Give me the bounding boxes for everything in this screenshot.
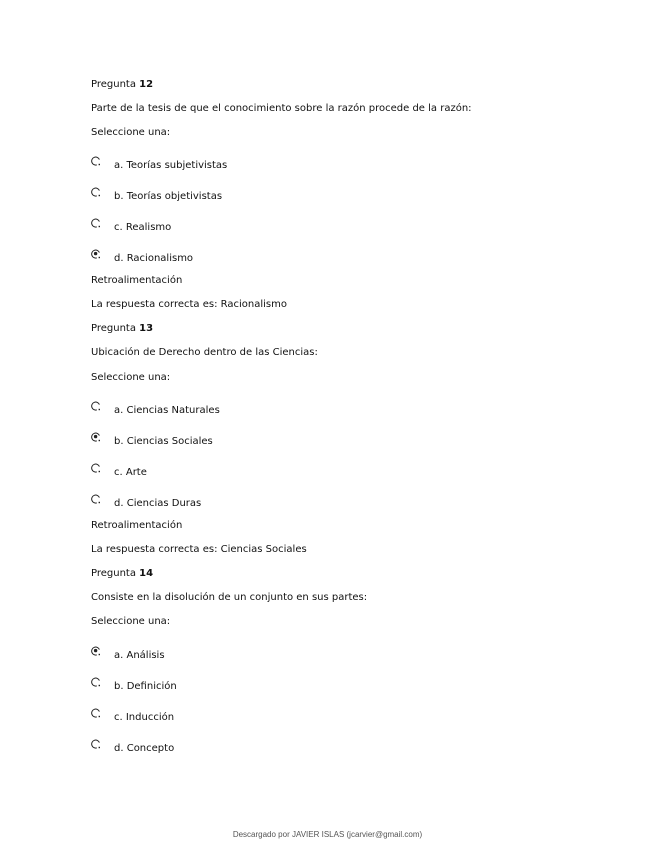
option-label: d. Racionalismo bbox=[114, 253, 194, 264]
question-number: 13 bbox=[139, 323, 154, 334]
radio-button[interactable] bbox=[91, 489, 100, 498]
answer-option[interactable] bbox=[91, 396, 391, 416]
option-label: c. Inducción bbox=[114, 712, 175, 723]
question-header bbox=[91, 568, 153, 580]
radio-button[interactable] bbox=[91, 151, 100, 160]
feedback-heading: Retroalimentación bbox=[91, 275, 183, 286]
option-label: a. Ciencias Naturales bbox=[114, 405, 220, 416]
option-label: d. Concepto bbox=[114, 743, 175, 754]
question-prompt: Ubicación de Derecho dentro de las Ciencias: bbox=[91, 347, 318, 358]
radio-button[interactable] bbox=[91, 641, 100, 650]
option-label: b. Teorías objetivistas bbox=[114, 191, 223, 202]
answer-option[interactable] bbox=[91, 458, 391, 478]
question-prompt: Parte de la tesis de que el conocimiento sobre la razón procede de la razón: bbox=[91, 103, 472, 114]
correct-answer-text: La respuesta correcta es: Ciencias Sociales bbox=[91, 544, 307, 555]
question-number: 12 bbox=[139, 79, 154, 90]
question-label: Pregunta bbox=[91, 79, 136, 90]
question-prompt: Consiste en la disolución de un conjunto en sus partes: bbox=[91, 592, 368, 603]
radio-button[interactable] bbox=[91, 703, 100, 712]
answer-option[interactable] bbox=[91, 672, 391, 692]
answer-option[interactable] bbox=[91, 182, 391, 202]
radio-button[interactable] bbox=[91, 396, 100, 405]
radio-button[interactable] bbox=[91, 458, 100, 467]
radio-selected-dot bbox=[94, 252, 97, 255]
answer-option[interactable] bbox=[91, 734, 391, 754]
radio-button[interactable] bbox=[91, 182, 100, 191]
correct-answer-text: La respuesta correcta es: Racionalismo bbox=[91, 299, 287, 310]
answer-option[interactable] bbox=[91, 244, 391, 264]
question-header bbox=[91, 79, 153, 91]
feedback-heading: Retroalimentación bbox=[91, 520, 183, 531]
answer-option[interactable] bbox=[91, 489, 391, 509]
radio-button[interactable] bbox=[91, 672, 100, 681]
select-one-label: Seleccione una: bbox=[91, 127, 171, 138]
option-label: b. Ciencias Sociales bbox=[114, 436, 213, 447]
answer-option[interactable] bbox=[91, 641, 391, 661]
answer-option[interactable] bbox=[91, 427, 391, 447]
radio-button[interactable] bbox=[91, 244, 100, 253]
answer-option[interactable] bbox=[91, 703, 391, 723]
option-label: a. Análisis bbox=[114, 650, 165, 661]
answer-option[interactable] bbox=[91, 151, 391, 171]
option-label: d. Ciencias Duras bbox=[114, 498, 202, 509]
answer-option[interactable] bbox=[91, 213, 391, 233]
radio-button[interactable] bbox=[91, 734, 100, 743]
option-label: b. Definición bbox=[114, 681, 177, 692]
question-label: Pregunta bbox=[91, 568, 136, 579]
select-one-label: Seleccione una: bbox=[91, 616, 171, 627]
radio-selected-dot bbox=[94, 649, 97, 652]
option-label: a. Teorías subjetivistas bbox=[114, 160, 228, 171]
option-label: c. Arte bbox=[114, 467, 147, 478]
question-header bbox=[91, 323, 153, 335]
question-number: 14 bbox=[139, 568, 154, 579]
select-one-label: Seleccione una: bbox=[91, 372, 171, 383]
download-footer: Descargado por JAVIER ISLAS (jcarvier@gmail.com) bbox=[232, 830, 423, 839]
radio-button[interactable] bbox=[91, 427, 100, 436]
option-label: c. Realismo bbox=[114, 222, 172, 233]
question-label: Pregunta bbox=[91, 323, 136, 334]
radio-button[interactable] bbox=[91, 213, 100, 222]
radio-selected-dot bbox=[94, 435, 97, 438]
